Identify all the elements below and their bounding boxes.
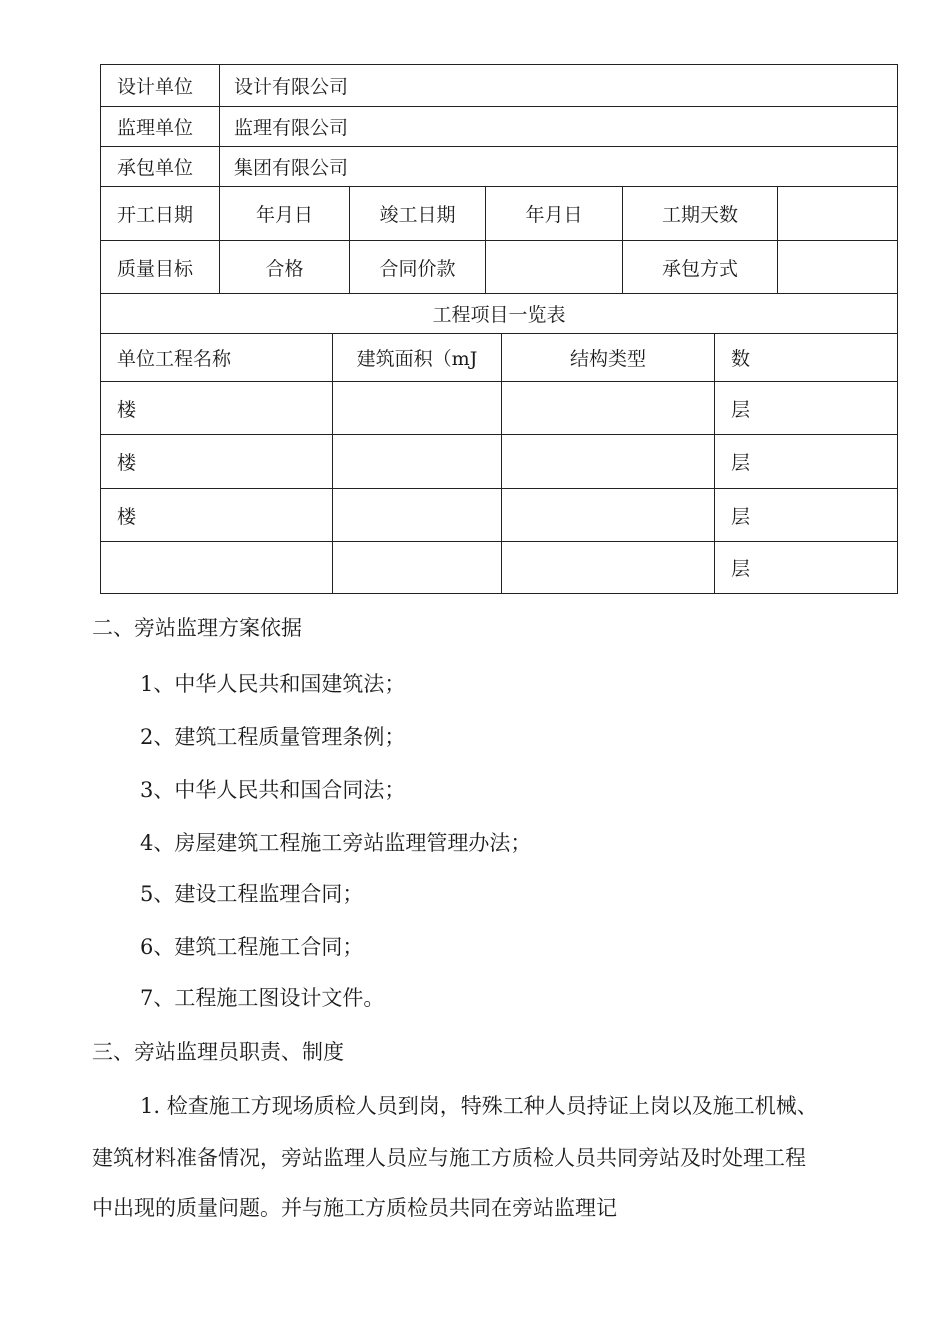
table-row: [101, 434, 897, 488]
row-unit-name: 楼: [117, 452, 137, 474]
row-structure-type: [501, 489, 714, 541]
basis-item: 1、中华人民共和国建筑法；: [140, 672, 406, 696]
list-header-row: [101, 333, 897, 381]
paragraph-line: 中出现的质量问题。并与施工方质检员共同在旁站监理记: [92, 1196, 617, 1220]
row-unit-name: 楼: [117, 505, 137, 528]
basis-item: 7、工程施工图设计文件。: [140, 986, 385, 1010]
row-building-area: [332, 489, 501, 541]
row-building-area: [332, 435, 501, 488]
start-date-value: 年月日: [219, 187, 349, 240]
list-title-row: [101, 293, 897, 333]
contract-price-value: [485, 241, 622, 293]
design-unit-row: [101, 65, 897, 106]
basis-item: 5、建设工程监理合同；: [140, 882, 364, 906]
header-unit-name: 单位工程名称: [117, 348, 232, 370]
basis-item: 4、房屋建筑工程施工旁站监理管理办法；: [140, 831, 532, 855]
contract-price-label: 合同价款: [349, 241, 485, 293]
contractor-unit-label: 承包单位: [117, 157, 194, 179]
basis-item: 6、建筑工程施工合同；: [140, 935, 364, 959]
row-building-area: [332, 542, 501, 593]
table-row: [101, 381, 897, 434]
row-floors: 层: [714, 542, 897, 593]
row-floors: 层: [714, 382, 897, 434]
start-date-label: 开工日期: [117, 204, 194, 226]
header-floors: 数: [714, 334, 897, 381]
section2-heading: 二、旁站监理方案依据: [92, 616, 302, 640]
header-structure-type: 结构类型: [501, 334, 714, 381]
row-floors: 层: [714, 435, 897, 488]
row-structure-type: [501, 542, 714, 593]
design-unit-value: 设计有限公司: [219, 65, 897, 106]
quality-target-label: 质量目标: [117, 257, 194, 280]
contract-mode-value: [777, 241, 897, 293]
row-structure-type: [501, 435, 714, 488]
paragraph-line: 1. 检查施工方现场质检人员到岗，特殊工种人员持证上岗以及施工机械、: [140, 1094, 818, 1118]
supervision-unit-row: [101, 106, 897, 146]
design-unit-label: 设计单位: [117, 76, 194, 98]
dates-row: [101, 186, 897, 240]
contractor-unit-value: 集团有限公司: [219, 147, 897, 186]
table-row: [101, 488, 897, 541]
contract-mode-label: 承包方式: [622, 241, 777, 293]
contractor-unit-row: [101, 146, 897, 186]
row-unit-name: [101, 542, 332, 593]
completion-date-label: 竣工日期: [349, 187, 485, 240]
project-list-title: 工程项目一览表: [432, 304, 566, 326]
project-info-table: [100, 64, 898, 594]
row-structure-type: [501, 382, 714, 434]
supervision-unit-label: 监理单位: [117, 117, 194, 139]
row-floors: 层: [714, 489, 897, 541]
quality-row: [101, 240, 897, 293]
basis-item: 2、建筑工程质量管理条例；: [140, 725, 406, 749]
duration-value: [777, 187, 897, 240]
quality-target-value: 合格: [219, 241, 349, 293]
duration-label: 工期天数: [622, 187, 777, 240]
header-building-area: 建筑面积（mJ: [332, 334, 501, 381]
row-unit-name: 楼: [117, 398, 137, 421]
table-row: [101, 541, 897, 593]
row-building-area: [332, 382, 501, 434]
paragraph-line: 建筑材料准备情况，旁站监理人员应与施工方质检人员共同旁站及时处理工程: [92, 1146, 806, 1170]
supervision-unit-value: 监理有限公司: [219, 107, 897, 146]
section3-heading: 三、旁站监理员职责、制度: [92, 1040, 344, 1064]
basis-item: 3、中华人民共和国合同法；: [140, 778, 406, 802]
completion-date-value: 年月日: [485, 187, 622, 240]
